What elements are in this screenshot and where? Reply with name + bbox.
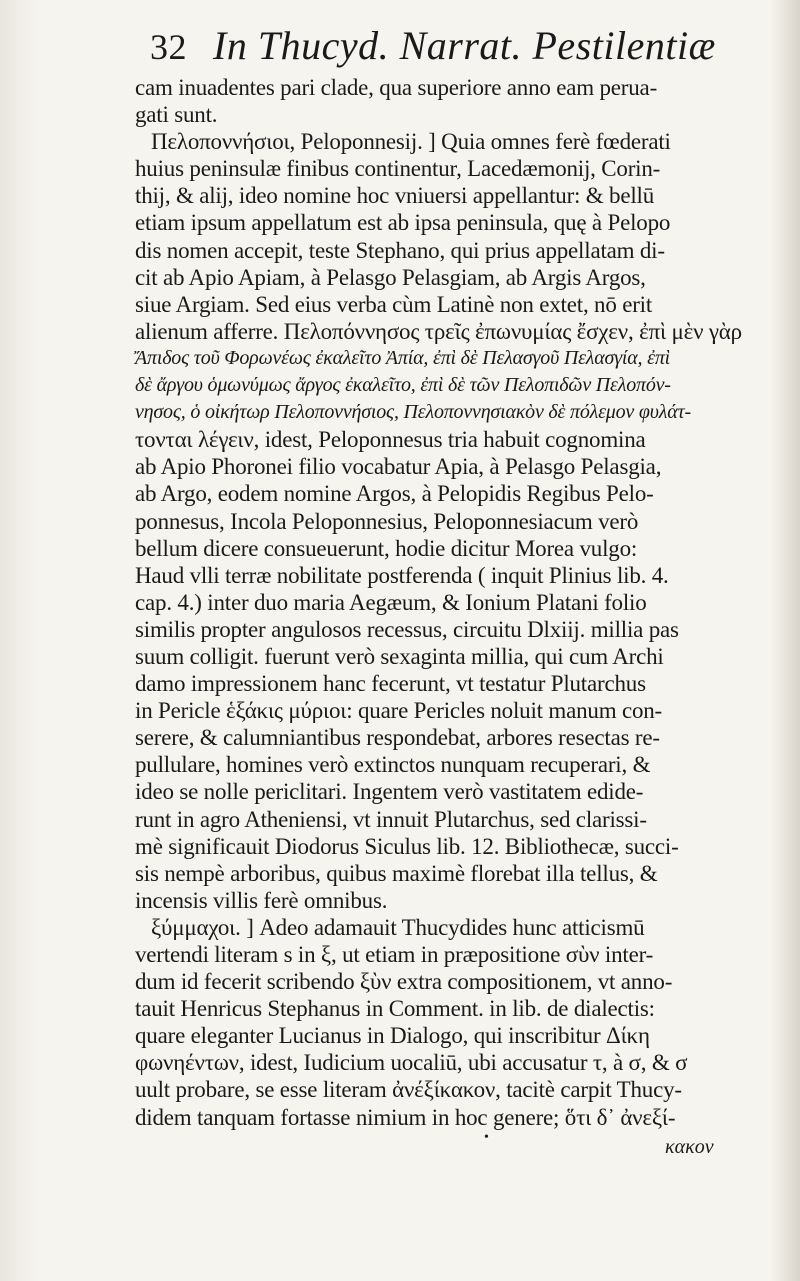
body-text	[135, 74, 765, 1131]
text-line: pullulare, homines verò extinctos nunquam recuperari, &	[135, 752, 651, 778]
text-line: alienum afferre. Πελοπόννησος τρεῖς ἐπωνυμίας ἔσχεν, ἐπὶ μὲν γὰρ	[135, 318, 742, 344]
text-line: Haud vlli terræ nobilitate postferenda ( inquit Plinius lib. 4.	[135, 562, 669, 588]
text-line: νησος, ὁ οἰκήτωρ Πελοποννήσιος, Πελοποννησιακὸν δὲ πόλεμον φυλάτ-	[135, 401, 691, 424]
ornament-dot: •	[484, 1130, 489, 1145]
text-line: ξύμμαχοι. ] Adeo adamauit Thucydides hunc atticismū	[151, 914, 645, 940]
text-line: ideo se nolle periclitari. Ingentem verò vastitatem edide-	[135, 779, 644, 805]
text-line: thij, & alij, ideo nomine hoc vniuersi appellantur: & bellū	[135, 183, 655, 209]
text-line: ab Apio Phoronei filio vocabatur Apia, à Pelasgo Pelasgia,	[135, 454, 662, 480]
page-header	[150, 22, 790, 82]
text-line: uult probare, se esse literam ἀνέξίκακον, tacitè carpit Thucy-	[135, 1077, 682, 1103]
text-line: incensis villis ferè omnibus.	[135, 887, 388, 913]
text-line: suum colligit. fuerunt verò sexaginta millia, qui cum Archi	[135, 643, 664, 669]
text-line: dis nomen accepit, teste Stephano, qui prius appellatam di-	[135, 237, 665, 263]
text-line: huius peninsulæ finibus continentur, Lacedæmonij, Corin-	[135, 156, 661, 182]
text-line: damo impressionem hanc fecerunt, vt testatur Plutarchus	[135, 671, 646, 697]
page-number: 32	[150, 27, 187, 67]
text-line: sis nempè arboribus, quibus maximè florebat illa tellus, &	[135, 860, 658, 886]
text-line: in Pericle ἑξάκις μύριοι: quare Pericles noluit manum con-	[135, 698, 663, 724]
text-line: didem tanquam fortasse nimium in hoc genere; ὅτι δ᾽ ἀνεξί-	[135, 1104, 676, 1130]
text-line: dum id fecerit scribendo ξὺν extra compositionem, vt anno-	[135, 969, 673, 995]
text-line: similis propter angulosos recessus, circuitu Dlxiij. millia pas	[135, 616, 679, 642]
text-line: vertendi literam s in ξ, ut etiam in præpositione σὺν inter-	[135, 942, 654, 967]
text-line: cam inuadentes pari clade, qua superiore anno eam perua-	[135, 75, 658, 100]
text-line: gati sunt.	[135, 102, 218, 128]
text-line: ponnesus, Incola Peloponnesius, Peloponnesiacum verò	[135, 508, 639, 534]
text-line: Ἄπιδος τοῦ Φορωνέως ἐκαλεῖτο Ἀπία, ἐπὶ δὲ Πελασγοῦ Πελασγία, ἐπὶ	[135, 346, 670, 369]
text-line: δὲ ἄργου ὁμωνύμως ἄργος ἐκαλεῖτο, ἐπὶ δὲ τῶν Πελοπιδῶν Πελοπόν-	[135, 374, 671, 397]
text-line: serere, & calumniantibus respondebat, arbores resectas re-	[135, 725, 660, 751]
text-line: bellum dicere consueuerunt, hodie dicitur Morea vulgo:	[135, 535, 638, 561]
text-line: etiam ipsum appellatum est ab ipsa peninsula, quę à Pelopo	[135, 210, 671, 236]
text-line: runt in agro Atheniensi, vt innuit Plutarchus, sed clarissi-	[135, 806, 647, 832]
text-line: quare eleganter Lucianus in Dialogo, qui inscribitur Δίκη	[135, 1023, 650, 1049]
running-title: In Thucyd. Narrat. Pestilentiæ	[213, 23, 716, 68]
text-line: Πελοποννήσιοι, Peloponnesij. ] Quia omnes ferè fœderati	[151, 129, 671, 155]
text-line: mè significauit Diodorus Siculus lib. 12. Bibliothecæ, succi-	[135, 833, 679, 859]
text-line: siue Argiam. Sed eius verba cùm Latinè non extet, nō erit	[135, 291, 653, 317]
text-line: tauit Henricus Stephanus in Comment. in lib. de dialectis:	[135, 996, 655, 1022]
text-line: ab Argo, eodem nomine Argos, à Pelopidis Regibus Pelo-	[135, 481, 654, 507]
text-line: φωνηέντων, idest, Iudicium uocaliū, ubi accusatur τ, à σ, & σ	[135, 1050, 688, 1076]
text-line: cit ab Apio Apiam, à Pelasgo Pelasgiam, ab Argis Argos,	[135, 264, 646, 290]
text-line: cap. 4.) inter duo maria Aegæum, & Ionium Platani folio	[135, 589, 647, 615]
text-line: τονται λέγειν, idest, Peloponnesus tria habuit cognomina	[135, 427, 646, 453]
catchword: κακον	[665, 1136, 714, 1158]
